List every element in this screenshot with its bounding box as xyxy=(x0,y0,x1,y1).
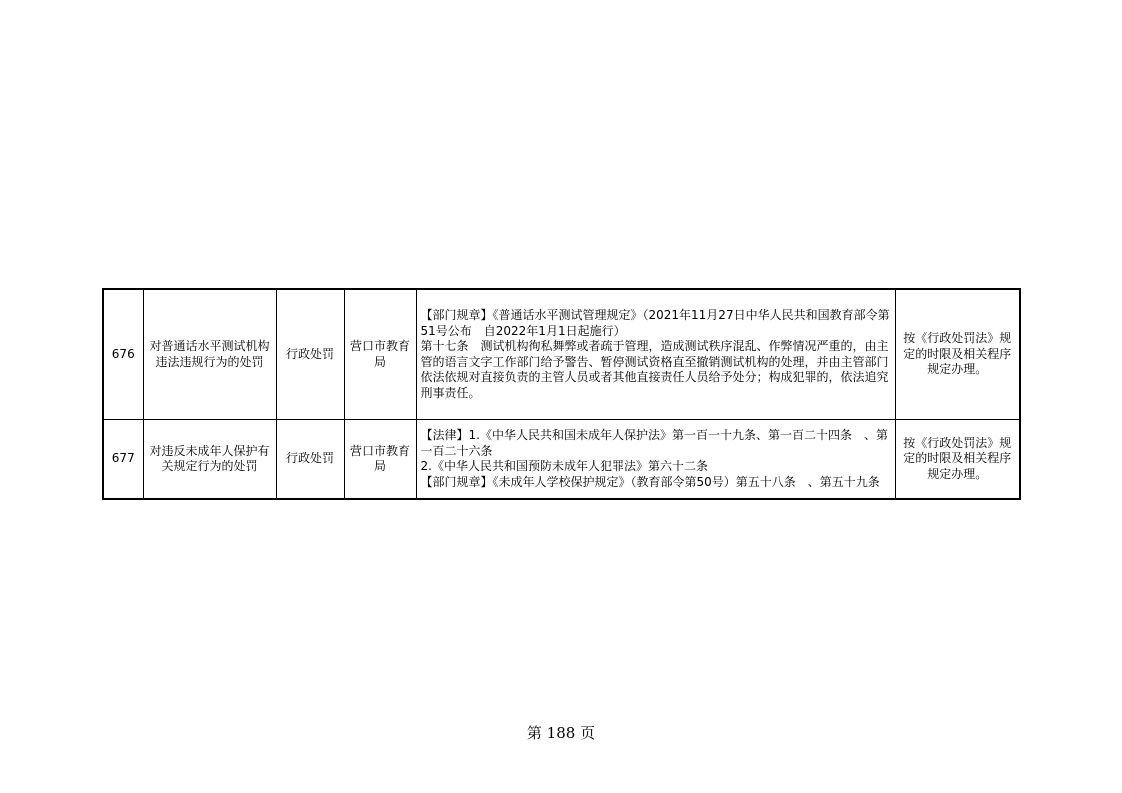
item-type: 行政处罚 xyxy=(276,420,344,500)
page-number: 第 188 页 xyxy=(526,724,596,742)
table-row-677 xyxy=(103,420,1020,500)
legal-basis-line: 【法律】1.《中华人民共和国未成年人保护法》第一百一十九条、第一百二十四条 、第一百二十六条 xyxy=(420,428,888,458)
procedure-note: 按《行政处罚法》规定的时限及相关程序规定办理。 xyxy=(895,420,1020,500)
item-type: 行政处罚 xyxy=(276,289,344,420)
legal-basis-line: 【部门规章】《普通话水平测试管理规定》（2021年11月27日中华人民共和国教育部令第51号公布 自2022年1月1日起施行） xyxy=(420,308,890,338)
legal-basis-line: 【部门规章】《未成年人学校保护规定》（教育部令第50号）第五十八条 、第五十九条 xyxy=(420,474,880,489)
implementing-agency: 营口市教育局 xyxy=(344,289,416,420)
legal-basis-line: 第十七条 测试机构徇私舞弊或者疏于管理，造成测试秩序混乱、作弊情况严重的，由主管的语言文字工作部门给予警告、暂停测试资格直至撤销测试机构的处理，并由主管部门依法依规对直接负责的主管人员或者其他直接责任人员给予处分；构成犯罪的，依法追究刑事责任。 xyxy=(420,339,889,400)
item-name: 对违反未成年人保护有关规定行为的处罚 xyxy=(143,420,276,500)
regulation-table xyxy=(102,288,1021,500)
legal-basis-line: 2.《中华人民共和国预防未成年人犯罪法》第六十二条 xyxy=(420,459,708,473)
legal-basis xyxy=(416,420,895,500)
row-number: 677 xyxy=(103,420,143,500)
legal-basis xyxy=(416,289,895,420)
table-row-676 xyxy=(103,289,1020,420)
item-name: 对普通话水平测试机构违法违规行为的处罚 xyxy=(143,289,276,420)
implementing-agency: 营口市教育局 xyxy=(344,420,416,500)
procedure-note: 按《行政处罚法》规定的时限及相关程序规定办理。 xyxy=(895,289,1020,420)
row-number: 676 xyxy=(103,289,143,420)
